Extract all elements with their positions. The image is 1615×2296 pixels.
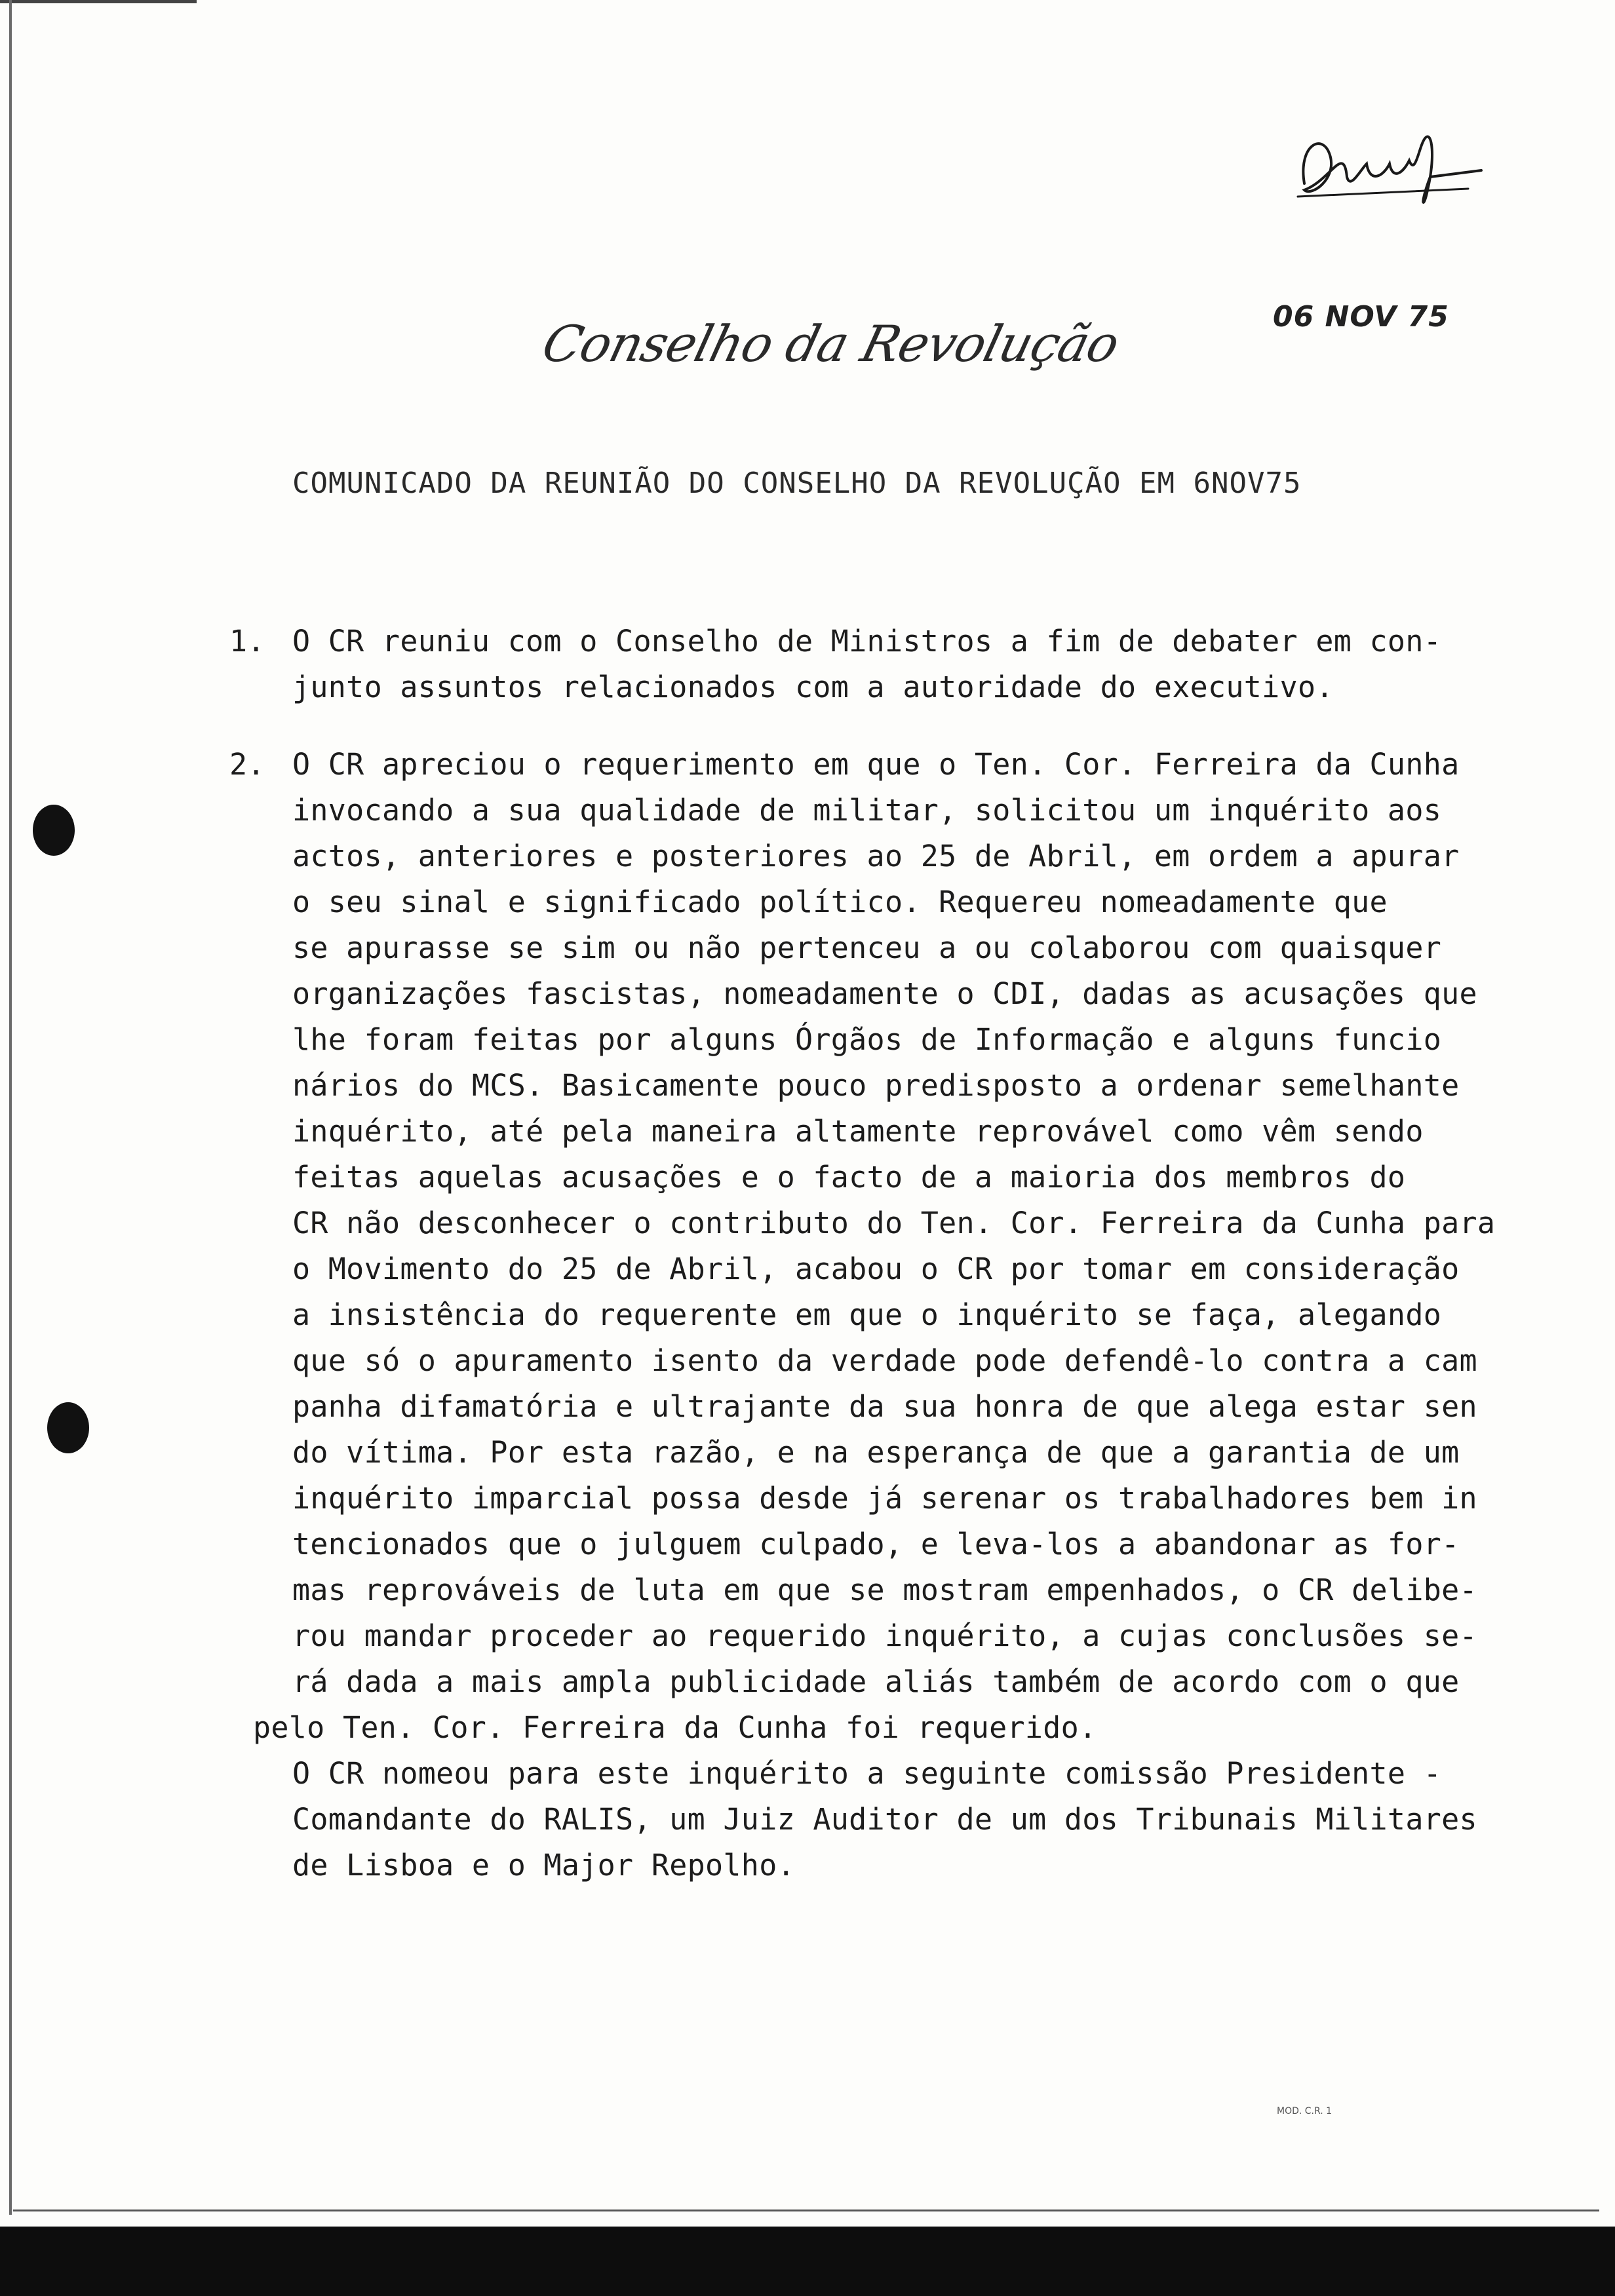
paragraph-line: que só o apuramento isento da verdade pode defendê-lo contra a cam [292, 1343, 1477, 1378]
paragraph-line: junto assuntos relacionados com a autoridade do executivo. [292, 670, 1334, 704]
paragraph-line: feitas aquelas acusações e o facto de a maioria dos membros do [292, 1160, 1406, 1195]
date-stamp: 06 NOV 75 [1273, 300, 1449, 334]
paragraph-line: O CR nomeou para este inquérito a seguinte comissão Presidente - [292, 1756, 1442, 1791]
paragraph-line: organizações fascistas, nomeadamente o CDI, dadas as acusações que [292, 976, 1477, 1011]
paragraph-line: o Movimento do 25 de Abril, acabou o CR por tomar em consideração [292, 1252, 1460, 1286]
paragraph-line: tencionados que o julguem culpado, e leva-los a abandonar as for- [292, 1527, 1460, 1561]
paragraph-number: 1. [229, 624, 265, 659]
paragraph-line: actos, anteriores e posteriores ao 25 de Abril, em ordem a apurar [292, 839, 1460, 873]
paragraph-line: se apurasse se sim ou não pertenceu a ou colaborou com quaisquer [292, 930, 1442, 965]
paragraph-line: CR não desconhecer o contributo do Ten. Cor. Ferreira da Cunha para [292, 1206, 1496, 1240]
paragraph-line: nários do MCS. Basicamente pouco predisposto a ordenar semelhante [292, 1068, 1460, 1103]
paragraph-line: pelo Ten. Cor. Ferreira da Cunha foi requerido. [253, 1710, 1097, 1745]
paragraph-line: rá dada a mais ampla publicidade aliás também de acordo com o que [292, 1664, 1460, 1699]
paragraph-line: inquérito imparcial possa desde já serenar os trabalhadores bem in [292, 1481, 1477, 1516]
paragraph-line: a insistência do requerente em que o inquérito se faça, alegando [292, 1297, 1442, 1332]
paragraph-line: invocando a sua qualidade de militar, solicitou um inquérito aos [292, 793, 1442, 828]
form-code: MOD. C.R. 1 [1277, 2106, 1333, 2116]
paragraph-line: inquérito, até pela maneira altamente reprovável como vêm sendo [292, 1114, 1424, 1149]
paragraph-line: do vítima. Por esta razão, e na esperança de que a garantia de um [292, 1435, 1460, 1470]
scan-edge-bottom-line [13, 2210, 1599, 2211]
handwritten-signature [1285, 118, 1494, 216]
document-title: COMUNICADO DA REUNIÃO DO CONSELHO DA REVOLUÇÃO EM 6NOV75 [292, 467, 1302, 500]
letterhead: Conselho da Revolução [536, 315, 1125, 373]
paragraph-line: lhe foram feitas por alguns Órgãos de Informação e alguns funcio [292, 1022, 1442, 1057]
paragraph-line: de Lisboa e o Major Repolho. [292, 1848, 795, 1883]
scan-edge-top [0, 0, 197, 3]
paragraph-line: O CR apreciou o requerimento em que o Ten. Cor. Ferreira da Cunha [292, 747, 1460, 782]
paragraph-line: mas reprováveis de luta em que se mostram empenhados, o CR delibe- [292, 1573, 1477, 1607]
paragraph-number: 2. [229, 747, 265, 782]
paragraph-line: rou mandar proceder ao requerido inquérito, a cujas conclusões se- [292, 1618, 1477, 1653]
punch-hole-upper [33, 805, 75, 856]
paragraph-line: panha difamatória e ultrajante da sua honra de que alega estar sen [292, 1389, 1477, 1424]
punch-hole-lower [47, 1402, 89, 1453]
paragraph-line: o seu sinal e significado político. Requereu nomeadamente que [292, 885, 1388, 919]
scan-edge-left [9, 0, 12, 2215]
scan-edge-bottom [0, 2227, 1615, 2296]
paragraph-line: O CR reuniu com o Conselho de Ministros a fim de debater em con- [292, 624, 1442, 659]
paragraph-line: Comandante do RALIS, um Juiz Auditor de um dos Tribunais Militares [292, 1802, 1477, 1837]
